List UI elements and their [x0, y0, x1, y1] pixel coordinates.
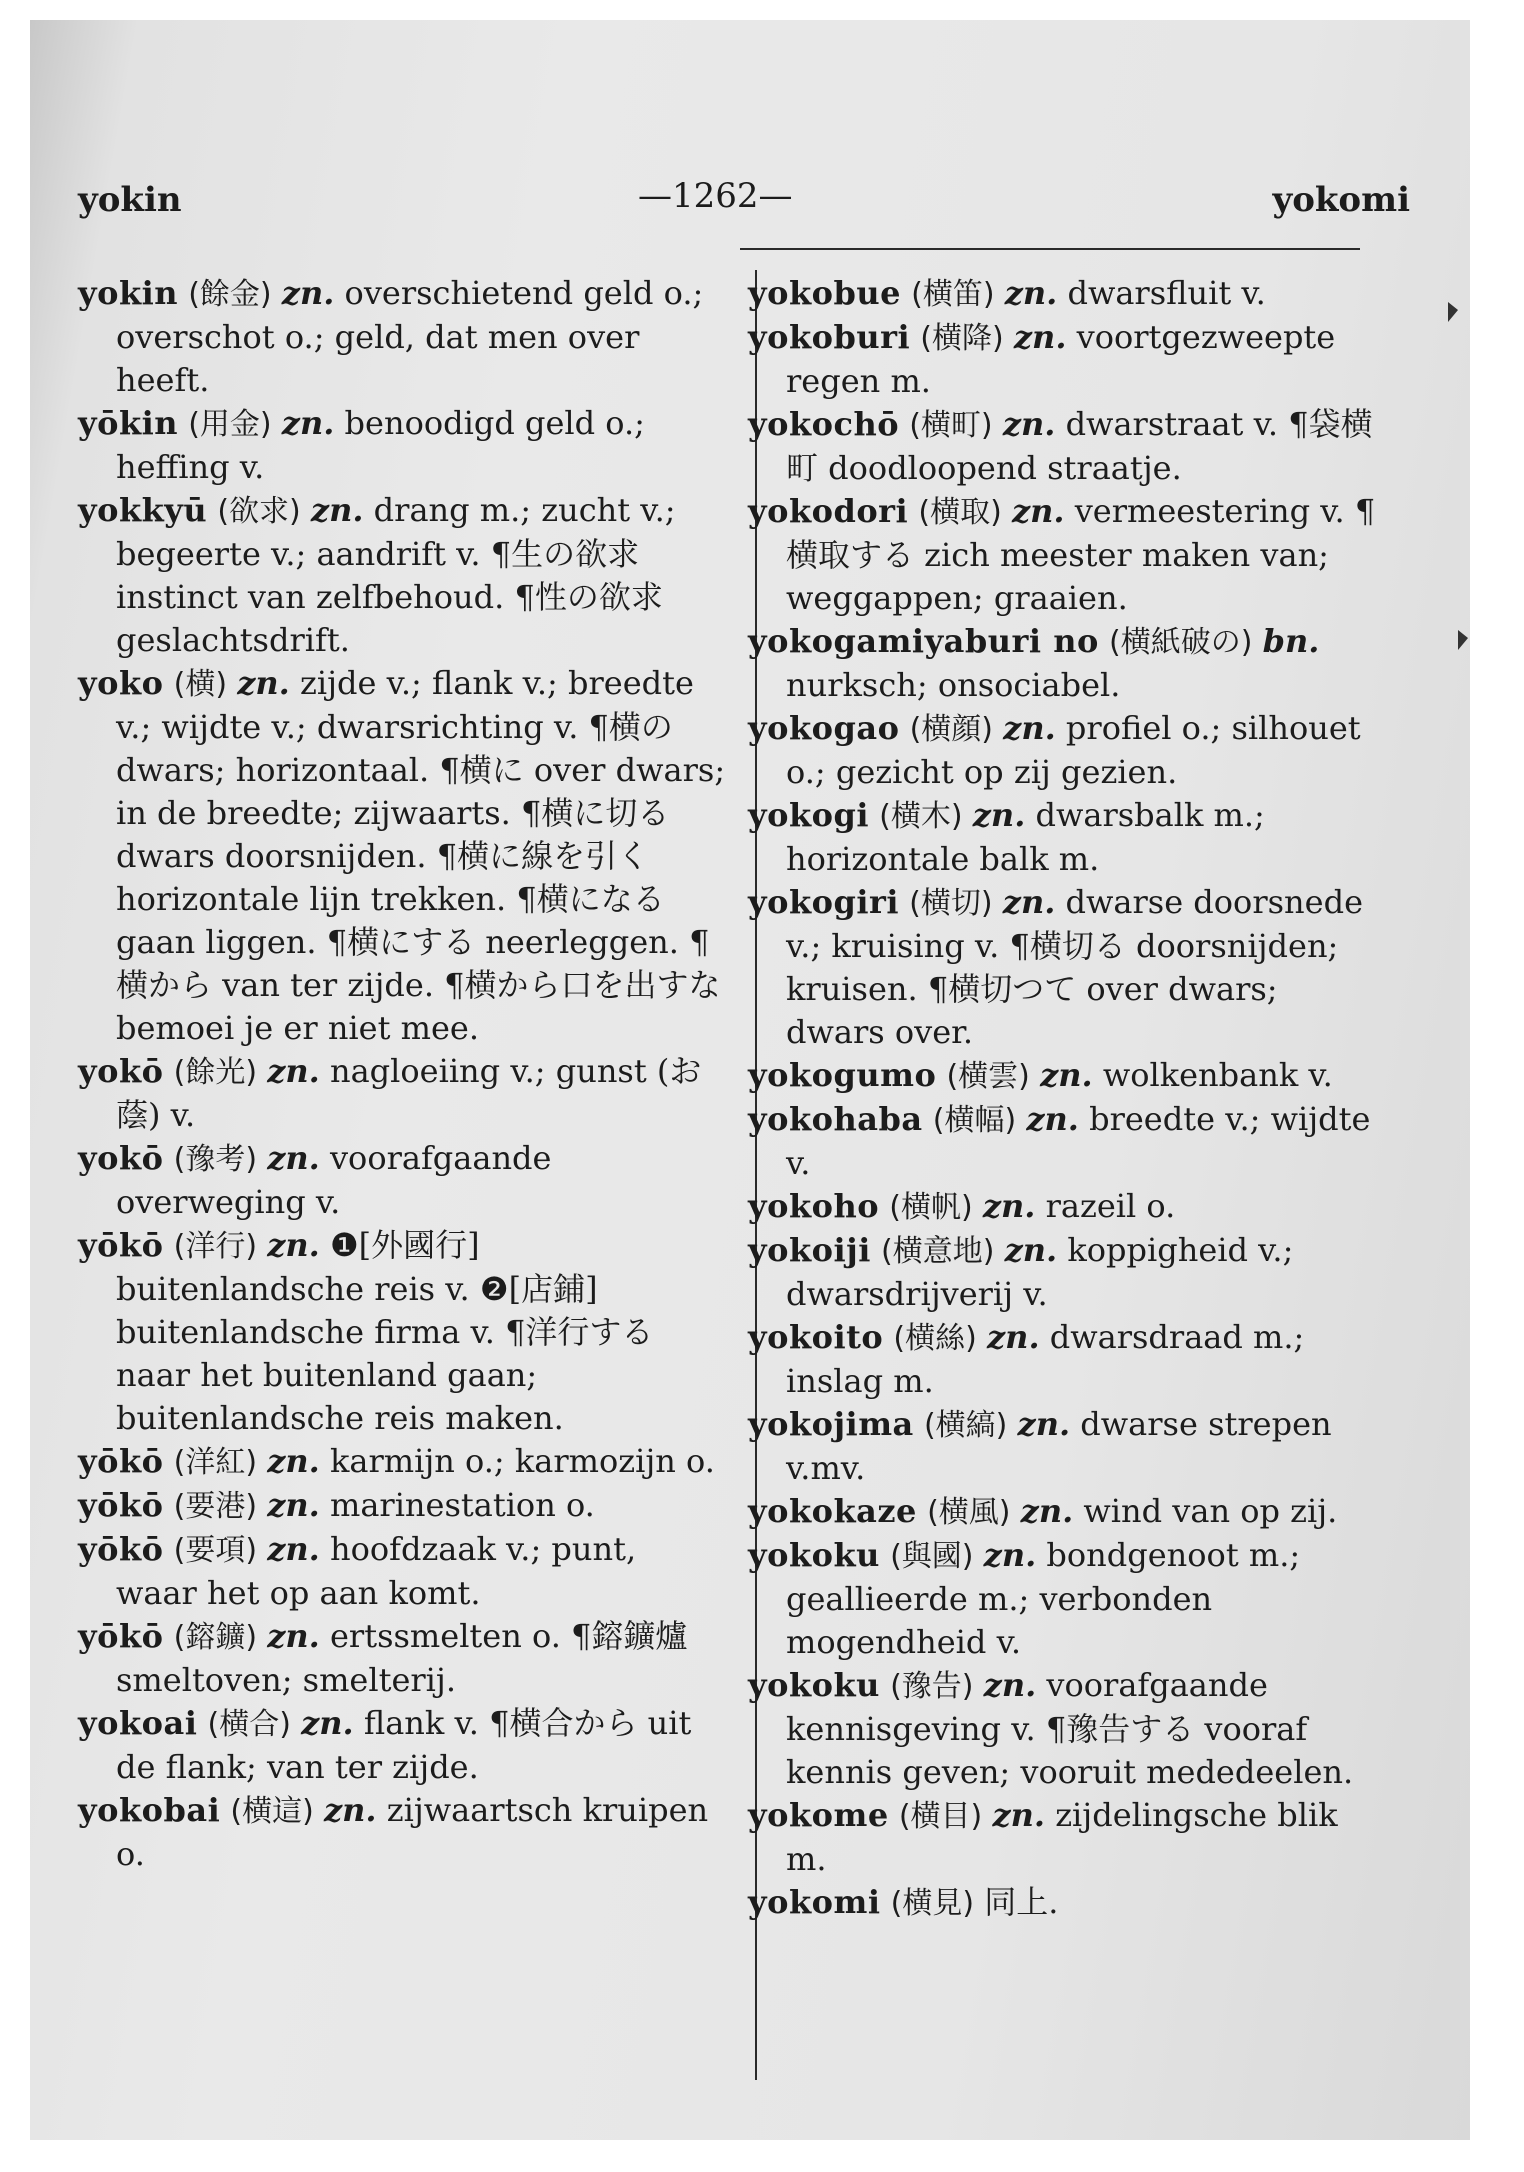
- dictionary-entry: [78, 1484, 726, 1528]
- dictionary-entry: [748, 620, 1376, 707]
- dictionary-entry: [78, 272, 726, 402]
- headword: yokogi: [748, 796, 869, 834]
- part-of-speech: zn.: [1004, 274, 1058, 312]
- definition: dwarsdraad m.; inslag m.: [786, 1318, 1305, 1400]
- kanji-form: (横這): [230, 1794, 314, 1829]
- part-of-speech: zn.: [267, 1226, 320, 1264]
- part-of-speech: zn.: [281, 274, 335, 312]
- part-of-speech: zn.: [1040, 1056, 1093, 1094]
- part-of-speech: zn.: [972, 796, 1026, 834]
- definition: voortgezweepte regen m.: [786, 318, 1336, 400]
- kanji-form: (横見): [890, 1886, 975, 1921]
- definition: razeil o.: [1045, 1187, 1176, 1225]
- definition: ❶[外國行] buitenlandsche reis v. ❷[店鋪] buitenlandsche firma v. ¶洋行する naar het buitenland gaan; buitenlandsche reis maken.: [116, 1226, 654, 1437]
- part-of-speech: zn.: [1011, 492, 1065, 530]
- kanji-form: (横取): [918, 495, 1002, 530]
- part-of-speech: zn.: [267, 1139, 320, 1177]
- definition: koppigheid v.; dwarsdrijverij v.: [786, 1231, 1294, 1313]
- kanji-form: (餘光): [173, 1055, 258, 1090]
- headword: yokoiji: [748, 1231, 871, 1269]
- headword: yoko: [78, 664, 164, 702]
- kanji-form: (洋紅): [173, 1445, 258, 1480]
- header-rule: [740, 248, 1360, 250]
- left-guide-word: yokin: [78, 180, 182, 220]
- headword: yōkin: [78, 404, 179, 442]
- dictionary-entry: [748, 1229, 1376, 1316]
- headword: yokogao: [748, 709, 900, 747]
- part-of-speech: zn.: [1017, 1405, 1071, 1443]
- dictionary-entry: [748, 1794, 1376, 1881]
- headword: yokoai: [78, 1704, 198, 1742]
- kanji-form: (横降): [920, 321, 1004, 356]
- part-of-speech: zn.: [1004, 1231, 1058, 1269]
- headword: yokoho: [748, 1187, 880, 1225]
- kanji-form: (横雲): [946, 1059, 1030, 1094]
- kanji-form: (横合): [207, 1707, 291, 1742]
- definition: dwarse strepen v.mv.: [786, 1405, 1332, 1487]
- kanji-form: (横切): [909, 886, 993, 921]
- definition: vermeestering v. ¶横取する zich meester maken van; weggappen; graaien.: [786, 492, 1376, 617]
- part-of-speech: zn.: [992, 1796, 1046, 1834]
- right-column: [748, 272, 1376, 1925]
- part-of-speech: zn.: [237, 664, 290, 702]
- kanji-form: (横木): [879, 799, 963, 834]
- kanji-form: (横幅): [932, 1103, 1017, 1138]
- headword: yokō: [78, 1052, 164, 1090]
- headword: yokoku: [748, 1666, 880, 1704]
- dictionary-entry: [748, 707, 1376, 794]
- part-of-speech: zn.: [267, 1442, 320, 1480]
- headword: yokochō: [748, 405, 900, 443]
- definition: wolkenbank v.: [1102, 1056, 1333, 1094]
- definition: ertssmelten o. ¶鎔鑛爐 smeltoven; smelterij.: [116, 1617, 688, 1699]
- part-of-speech: zn.: [301, 1704, 354, 1742]
- definition: benoodigd geld o.; heffing v.: [116, 404, 645, 486]
- headword: yokodori: [748, 492, 909, 530]
- definition: voorafgaande overweging v.: [116, 1139, 552, 1221]
- kanji-form: (鎔鑛): [173, 1620, 258, 1655]
- dictionary-entry: [78, 1789, 726, 1876]
- kanji-form: (横意地): [881, 1234, 995, 1269]
- definition: profiel o.; silhouet o.; gezicht op zij gezien.: [786, 709, 1361, 791]
- definition: zijwaartsch kruipen o.: [116, 1791, 709, 1873]
- kanji-form: (横笛): [911, 277, 995, 312]
- part-of-speech: zn.: [1002, 405, 1056, 443]
- definition: nurksch; onsociabel.: [786, 666, 1121, 704]
- kanji-form: (與國): [890, 1539, 974, 1574]
- headword: yokkyū: [78, 491, 208, 529]
- kanji-form: (餘金): [188, 277, 272, 312]
- definition: marinestation o.: [329, 1486, 595, 1524]
- definition: dwarstraat v. ¶袋横町 doodloopend straatje.: [786, 405, 1373, 487]
- headword: yokō: [78, 1139, 164, 1177]
- kanji-form: (要項): [173, 1533, 258, 1568]
- definition: voorafgaande kennisgeving v. ¶豫告する vooraf kennis geven; vooruit mededeelen.: [786, 1666, 1354, 1791]
- part-of-speech: zn.: [267, 1617, 320, 1655]
- left-column: [78, 272, 726, 1876]
- definition: zijdelingsche blik m.: [786, 1796, 1338, 1878]
- definition: hoofdzaak v.; punt, waar het op aan komt.: [116, 1530, 637, 1612]
- kanji-form: (横紙破の): [1108, 625, 1253, 660]
- headword: yokojima: [748, 1405, 914, 1443]
- headword: yokobai: [78, 1791, 221, 1829]
- part-of-speech: zn.: [267, 1530, 320, 1568]
- dictionary-entry: [748, 1098, 1376, 1185]
- dictionary-entry: [748, 1881, 1376, 1925]
- headword: yokohaba: [748, 1100, 923, 1138]
- dictionary-entry: [78, 489, 726, 662]
- headword: yokokaze: [748, 1492, 917, 1530]
- kanji-form: (洋行): [173, 1229, 258, 1264]
- dictionary-entry: [748, 1054, 1376, 1098]
- part-of-speech: bn.: [1262, 622, 1320, 660]
- headword: yokogamiyaburi no: [748, 622, 1099, 660]
- part-of-speech: zn.: [323, 1791, 377, 1829]
- dictionary-entry: [748, 272, 1376, 316]
- dictionary-entry: [748, 881, 1376, 1054]
- headword: yokobue: [748, 274, 901, 312]
- kanji-form: (横風): [927, 1495, 1011, 1530]
- headword: yokomi: [748, 1883, 881, 1921]
- part-of-speech: zn.: [983, 1536, 1037, 1574]
- part-of-speech: zn.: [310, 491, 364, 529]
- definition: bondgenoot m.; geallieerde m.; verbonden mogendheid v.: [786, 1536, 1301, 1661]
- dictionary-entry: [748, 316, 1376, 403]
- dictionary-entry: [748, 1185, 1376, 1229]
- part-of-speech: zn.: [281, 404, 335, 442]
- definition: 同上.: [984, 1883, 1059, 1921]
- part-of-speech: zn.: [1026, 1100, 1079, 1138]
- dictionary-entry: [748, 403, 1376, 490]
- dictionary-entry: [78, 402, 726, 489]
- definition: zijde v.; flank v.; breedte v.; wijdte v.; dwarsrichting v. ¶横の dwars; horizontaal. ¶横に over dwars; in de breedte; zijwaarts. ¶横に切る dwars doorsnijden. ¶横に線を引く horizontale lijn trekken. ¶横になる gaan liggen. ¶横にする neerleggen. ¶横から van ter zijde. ¶横から口を出すな bemoei je er niet mee.: [116, 664, 726, 1047]
- running-head: [78, 160, 1410, 220]
- part-of-speech: zn.: [982, 1187, 1036, 1225]
- kanji-form: (横町): [909, 408, 993, 443]
- kanji-form: (用金): [188, 407, 272, 442]
- dictionary-entry: [748, 1490, 1376, 1534]
- dictionary-entry: [78, 1440, 726, 1484]
- part-of-speech: zn.: [983, 1666, 1037, 1704]
- kanji-form: (横): [173, 667, 228, 702]
- dictionary-entry: [78, 1050, 726, 1137]
- kanji-form: (豫考): [173, 1142, 258, 1177]
- headword: yokoito: [748, 1318, 884, 1356]
- dictionary-page: [30, 20, 1470, 2140]
- definition: nagloeiing v.; gunst (お蔭) v.: [116, 1052, 702, 1134]
- headword: yōkō: [78, 1226, 164, 1264]
- dictionary-entry: [78, 1137, 726, 1224]
- margin-mark: [1458, 630, 1468, 650]
- headword: yokogiri: [748, 883, 899, 921]
- definition: karmijn o.; karmozijn o.: [329, 1442, 715, 1480]
- right-guide-word: yokomi: [1272, 180, 1410, 220]
- kanji-form: (横絲): [893, 1321, 977, 1356]
- kanji-form: (横目): [898, 1799, 983, 1834]
- part-of-speech: zn.: [1013, 318, 1067, 356]
- dictionary-entry: [78, 1615, 726, 1702]
- dictionary-entry: [748, 490, 1376, 620]
- part-of-speech: zn.: [1003, 709, 1056, 747]
- kanji-form: (横縞): [923, 1408, 1008, 1443]
- kanji-form: (横顔): [909, 712, 993, 747]
- dictionary-entry: [78, 662, 726, 1050]
- headword: yokoburi: [748, 318, 911, 356]
- part-of-speech: zn.: [987, 1318, 1040, 1356]
- definition: dwarsfluit v.: [1067, 274, 1266, 312]
- dictionary-entry: [78, 1528, 726, 1615]
- dictionary-entry: [748, 1316, 1376, 1403]
- definition: wind van op zij.: [1083, 1492, 1338, 1530]
- definition: dwarse doorsnede v.; kruising v. ¶横切る doorsnijden; kruisen. ¶横切つて over dwars; dwars over.: [786, 883, 1363, 1051]
- dictionary-entry: [748, 1534, 1376, 1664]
- headword: yokoku: [748, 1536, 880, 1574]
- definition: overschietend geld o.; overschot o.; geld, dat men over heeft.: [116, 274, 704, 399]
- headword: yokogumo: [748, 1056, 937, 1094]
- dictionary-entry: [78, 1224, 726, 1440]
- headword: yōkō: [78, 1442, 164, 1480]
- kanji-form: (横帆): [889, 1190, 973, 1225]
- kanji-form: (豫告): [890, 1669, 974, 1704]
- margin-mark: [1448, 302, 1458, 322]
- part-of-speech: zn.: [267, 1052, 320, 1090]
- headword: yōkō: [78, 1617, 164, 1655]
- dictionary-entry: [748, 794, 1376, 881]
- kanji-form: (要港): [173, 1489, 258, 1524]
- page-number: —1262—: [638, 176, 793, 216]
- part-of-speech: zn.: [1020, 1492, 1074, 1530]
- definition: drang m.; zucht v.; begeerte v.; aandrift v. ¶生の欲求 instinct van zelfbehoud. ¶性の欲求 geslachtsdrift.: [116, 491, 676, 659]
- headword: yōkō: [78, 1486, 164, 1524]
- dictionary-entry: [78, 1702, 726, 1789]
- dictionary-entry: [748, 1403, 1376, 1490]
- part-of-speech: zn.: [1002, 883, 1056, 921]
- headword: yōkō: [78, 1530, 164, 1568]
- definition: dwarsbalk m.; horizontale balk m.: [786, 796, 1265, 878]
- part-of-speech: zn.: [267, 1486, 320, 1524]
- definition: breedte v.; wijdte v.: [786, 1100, 1371, 1182]
- definition: flank v. ¶横合から uit de flank; van ter zijde.: [116, 1704, 692, 1786]
- headword: yokin: [78, 274, 179, 312]
- kanji-form: (欲求): [217, 494, 301, 529]
- dictionary-entry: [748, 1664, 1376, 1794]
- headword: yokome: [748, 1796, 889, 1834]
